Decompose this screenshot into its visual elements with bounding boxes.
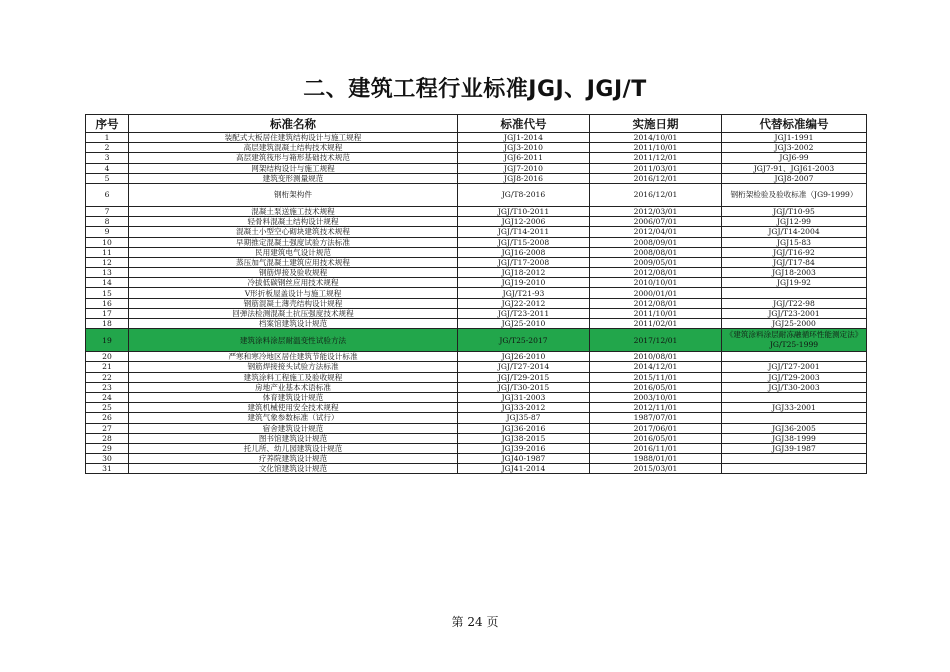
cell-replaced: JGJ/T22-98 — [722, 298, 867, 308]
cell-replaced — [722, 392, 867, 402]
cell-date: 2011/10/01 — [590, 308, 722, 318]
table-row — [86, 423, 867, 433]
cell-no: 18 — [86, 319, 129, 329]
cell-no: 22 — [86, 372, 129, 382]
table-row — [86, 372, 867, 382]
table-row — [86, 237, 867, 247]
cell-replaced: JGJ/T29-2003 — [722, 372, 867, 382]
cell-replaced — [722, 413, 867, 423]
cell-replaced: JGJ8-2007 — [722, 173, 867, 183]
cell-replaced — [722, 454, 867, 464]
cell-date: 2016/12/01 — [590, 173, 722, 183]
cell-replaced — [722, 288, 867, 298]
cell-code: JG/T8-2016 — [458, 183, 590, 206]
table-row — [86, 143, 867, 153]
cell-replaced: JGJ3-2002 — [722, 143, 867, 153]
table-body — [86, 133, 867, 474]
table-row-highlighted — [86, 329, 867, 352]
cell-name: V形折板屋盖设计与施工规程 — [129, 288, 458, 298]
cell-no: 23 — [86, 382, 129, 392]
cell-replaced: JGJ33-2001 — [722, 403, 867, 413]
table-row — [86, 392, 867, 402]
cell-date: 2009/05/01 — [590, 257, 722, 267]
cell-replaced: JGJ/T23-2001 — [722, 308, 867, 318]
cell-replaced — [722, 352, 867, 362]
cell-date: 2016/11/01 — [590, 443, 722, 453]
table-row — [86, 352, 867, 362]
cell-code: JGJ33-2012 — [458, 403, 590, 413]
cell-code: JGJ19-2010 — [458, 278, 590, 288]
table-row — [86, 288, 867, 298]
table-row — [86, 257, 867, 267]
cell-no: 16 — [86, 298, 129, 308]
cell-date: 2012/08/01 — [590, 268, 722, 278]
cell-name: 钢筋焊接接头试验方法标准 — [129, 362, 458, 372]
cell-name: 房地产业基本术语标准 — [129, 382, 458, 392]
cell-code: JGJ38-2015 — [458, 433, 590, 443]
cell-name: 蒸压加气混凝土建筑应用技术规程 — [129, 257, 458, 267]
cell-name: 混凝土泵送施工技术规程 — [129, 206, 458, 216]
standards-table — [85, 114, 867, 474]
cell-date: 2017/06/01 — [590, 423, 722, 433]
cell-date: 2011/02/01 — [590, 319, 722, 329]
cell-code: JGJ36-2016 — [458, 423, 590, 433]
cell-date: 2008/08/01 — [590, 247, 722, 257]
cell-no: 24 — [86, 392, 129, 402]
cell-name: 文化馆建筑设计规范 — [129, 464, 458, 474]
cell-no: 20 — [86, 352, 129, 362]
cell-no: 14 — [86, 278, 129, 288]
cell-date: 2016/05/01 — [590, 382, 722, 392]
table-row — [86, 227, 867, 237]
cell-date: 2015/11/01 — [590, 372, 722, 382]
cell-replaced: JGJ/T17-84 — [722, 257, 867, 267]
cell-name: 装配式大板居住建筑结构设计与施工规程 — [129, 133, 458, 143]
cell-name: 建筑涂料涂层耐温变性试验方法 — [129, 329, 458, 352]
cell-no: 7 — [86, 206, 129, 216]
cell-code: JGJ/T17-2008 — [458, 257, 590, 267]
cell-code: JGJ/T15-2008 — [458, 237, 590, 247]
page-number: 第 24 页 — [451, 615, 499, 629]
header-date: 实施日期 — [590, 115, 722, 133]
table-row — [86, 278, 867, 288]
cell-date: 1988/01/01 — [590, 454, 722, 464]
cell-date: 1987/07/01 — [590, 413, 722, 423]
table-row — [86, 362, 867, 372]
cell-replaced: JGJ/T14-2004 — [722, 227, 867, 237]
table-header-row — [86, 115, 867, 133]
cell-code: JG/T25-2017 — [458, 329, 590, 352]
cell-replaced: JGJ18-2003 — [722, 268, 867, 278]
cell-code: JGJ3-2010 — [458, 143, 590, 153]
table-row — [86, 247, 867, 257]
cell-replaced: 钢桁架检验及验收标准（JG9-1999） — [722, 183, 867, 206]
cell-replaced — [722, 464, 867, 474]
table-row — [86, 454, 867, 464]
cell-code: JGJ8-2016 — [458, 173, 590, 183]
cell-name: 托儿所、幼儿园建筑设计规范 — [129, 443, 458, 453]
cell-replaced: JGJ6-99 — [722, 153, 867, 163]
cell-code: JGJ/T14-2011 — [458, 227, 590, 237]
cell-name: 民用建筑电气设计规范 — [129, 247, 458, 257]
cell-no: 29 — [86, 443, 129, 453]
cell-name: 钢筋焊接及验收规程 — [129, 268, 458, 278]
cell-replaced: JGJ19-92 — [722, 278, 867, 288]
cell-no: 5 — [86, 173, 129, 183]
cell-date: 2012/03/01 — [590, 206, 722, 216]
cell-date: 2008/09/01 — [590, 237, 722, 247]
table-row — [86, 464, 867, 474]
cell-replaced: JGJ39-1987 — [722, 443, 867, 453]
cell-date: 2010/10/01 — [590, 278, 722, 288]
table-row — [86, 308, 867, 318]
cell-code: JGJ/T30-2015 — [458, 382, 590, 392]
cell-no: 10 — [86, 237, 129, 247]
table-row — [86, 163, 867, 173]
table-row — [86, 183, 867, 206]
cell-replaced: 《建筑涂料涂层耐冻融循环性能测定法》JG/T25-1999 — [722, 329, 867, 352]
cell-name: 体育建筑设计规范 — [129, 392, 458, 402]
cell-date: 2016/12/01 — [590, 183, 722, 206]
cell-code: JGJ22-2012 — [458, 298, 590, 308]
cell-no: 13 — [86, 268, 129, 278]
header-replaced: 代替标准编号 — [722, 115, 867, 133]
cell-code: JGJ35-87 — [458, 413, 590, 423]
cell-code: JGJ/T23-2011 — [458, 308, 590, 318]
cell-code: JGJ41-2014 — [458, 464, 590, 474]
cell-code: JGJ40-1987 — [458, 454, 590, 464]
cell-replaced: JGJ25-2000 — [722, 319, 867, 329]
cell-name: 钢桁架构件 — [129, 183, 458, 206]
cell-replaced: JGJ12-99 — [722, 217, 867, 227]
cell-name: 回弹法检测混凝土抗压强度技术规程 — [129, 308, 458, 318]
table-row — [86, 133, 867, 143]
table-row — [86, 319, 867, 329]
cell-no: 2 — [86, 143, 129, 153]
cell-no: 26 — [86, 413, 129, 423]
cell-name: 混凝土小型空心砌块建筑技术规程 — [129, 227, 458, 237]
cell-name: 建筑变形测量规范 — [129, 173, 458, 183]
cell-no: 25 — [86, 403, 129, 413]
cell-code: JGJ31-2003 — [458, 392, 590, 402]
cell-no: 8 — [86, 217, 129, 227]
cell-date: 2011/12/01 — [590, 153, 722, 163]
cell-no: 19 — [86, 329, 129, 352]
cell-date: 2014/12/01 — [590, 362, 722, 372]
cell-name: 建筑涂料工程施工及验收规程 — [129, 372, 458, 382]
cell-code: JGJ6-2011 — [458, 153, 590, 163]
cell-replaced: JGJ1-1991 — [722, 133, 867, 143]
cell-name: 网架结构设计与施工规程 — [129, 163, 458, 173]
cell-name: 档案馆建筑设计规范 — [129, 319, 458, 329]
header-no: 序号 — [86, 115, 129, 133]
cell-date: 2010/08/01 — [590, 352, 722, 362]
cell-no: 6 — [86, 183, 129, 206]
cell-date: 2000/01/01 — [590, 288, 722, 298]
cell-no: 15 — [86, 288, 129, 298]
header-name: 标准名称 — [129, 115, 458, 133]
page-title: 二、建筑工程行业标准JGJ、JGJ/T — [303, 77, 647, 102]
cell-name: 高层建筑筏形与箱形基础技术规范 — [129, 153, 458, 163]
cell-name: 图书馆建筑设计规范 — [129, 433, 458, 443]
table-row — [86, 268, 867, 278]
table-row — [86, 413, 867, 423]
cell-code: JGJ1-2014 — [458, 133, 590, 143]
cell-code: JGJ26-2010 — [458, 352, 590, 362]
cell-date: 2012/08/01 — [590, 298, 722, 308]
cell-no: 9 — [86, 227, 129, 237]
cell-no: 28 — [86, 433, 129, 443]
cell-name: 建筑气象参数标准（试行） — [129, 413, 458, 423]
cell-name: 高层建筑混凝土结构技术规程 — [129, 143, 458, 153]
cell-code: JGJ25-2010 — [458, 319, 590, 329]
table-row — [86, 173, 867, 183]
cell-name: 轻骨料混凝土结构设计规程 — [129, 217, 458, 227]
cell-code: JGJ39-2016 — [458, 443, 590, 453]
cell-code: JGJ/T29-2015 — [458, 372, 590, 382]
cell-no: 27 — [86, 423, 129, 433]
cell-name: 疗养院建筑设计规范 — [129, 454, 458, 464]
cell-date: 2014/10/01 — [590, 133, 722, 143]
cell-name: 严寒和寒冷地区居住建筑节能设计标准 — [129, 352, 458, 362]
cell-replaced: JGJ/T30-2003 — [722, 382, 867, 392]
table-row — [86, 443, 867, 453]
cell-replaced: JGJ/T27-2001 — [722, 362, 867, 372]
cell-code: JGJ/T27-2014 — [458, 362, 590, 372]
cell-no: 1 — [86, 133, 129, 143]
cell-replaced: JGJ38-1999 — [722, 433, 867, 443]
cell-date: 2003/10/01 — [590, 392, 722, 402]
table-row — [86, 298, 867, 308]
table-row — [86, 153, 867, 163]
cell-date: 2015/03/01 — [590, 464, 722, 474]
cell-date: 2011/03/01 — [590, 163, 722, 173]
cell-name: 早期推定混凝土强度试验方法标准 — [129, 237, 458, 247]
cell-name: 建筑机械使用安全技术规程 — [129, 403, 458, 413]
table-row — [86, 206, 867, 216]
cell-code: JGJ16-2008 — [458, 247, 590, 257]
cell-replaced: JGJ15-83 — [722, 237, 867, 247]
cell-date: 2006/07/01 — [590, 217, 722, 227]
table-row — [86, 403, 867, 413]
cell-replaced: JGJ36-2005 — [722, 423, 867, 433]
cell-name: 冷拔低碳钢丝应用技术规程 — [129, 278, 458, 288]
cell-name: 钢筋混凝土薄壳结构设计规程 — [129, 298, 458, 308]
cell-date: 2011/10/01 — [590, 143, 722, 153]
cell-no: 21 — [86, 362, 129, 372]
cell-replaced: JGJ/T16-92 — [722, 247, 867, 257]
cell-code: JGJ/T10-2011 — [458, 206, 590, 216]
table-row — [86, 433, 867, 443]
table-row — [86, 217, 867, 227]
cell-code: JGJ12-2006 — [458, 217, 590, 227]
cell-no: 3 — [86, 153, 129, 163]
cell-name: 宿舍建筑设计规范 — [129, 423, 458, 433]
cell-code: JGJ18-2012 — [458, 268, 590, 278]
cell-code: JGJ7-2010 — [458, 163, 590, 173]
cell-replaced: JGJ7-91、JGJ61-2003 — [722, 163, 867, 173]
cell-date: 2017/12/01 — [590, 329, 722, 352]
table-row — [86, 382, 867, 392]
cell-date: 2012/04/01 — [590, 227, 722, 237]
cell-date: 2012/11/01 — [590, 403, 722, 413]
cell-code: JGJ/T21-93 — [458, 288, 590, 298]
cell-no: 17 — [86, 308, 129, 318]
cell-date: 2016/05/01 — [590, 433, 722, 443]
cell-no: 31 — [86, 464, 129, 474]
cell-no: 4 — [86, 163, 129, 173]
cell-no: 12 — [86, 257, 129, 267]
cell-no: 11 — [86, 247, 129, 257]
header-code: 标准代号 — [458, 115, 590, 133]
cell-replaced: JGJ/T10-95 — [722, 206, 867, 216]
cell-no: 30 — [86, 454, 129, 464]
